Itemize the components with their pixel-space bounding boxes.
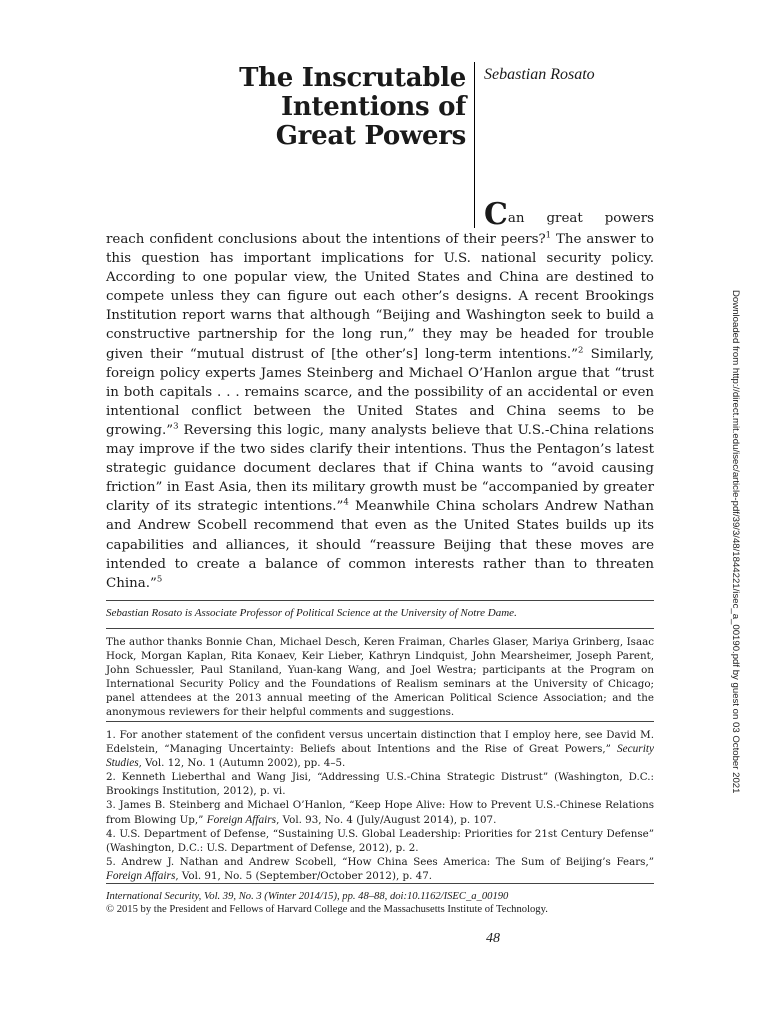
- copyright-notice: © 2015 by the President and Fellows of Harvard College and the Massachusetts Institute of Technology.: [106, 904, 548, 916]
- footnote-mark[interactable]: 2: [578, 345, 584, 356]
- body-text-segment: The answer to this question has important implications for U.S. national security policy. According to one popular view, the United States and China are destined to compete unless they can figure out each other’s designs. A recent Brookings Institution report warns that although “Beijing and Washington seek to build a constructive partnership for the long run,” they may be headed for trouble given their “mutual distrust of [the other’s] long-term intentions.”: [106, 232, 654, 362]
- body-text-segment: Reversing this logic, many analysts believe that U.S.-China relations may improve if the two sides clarify their intentions. Thus the Pentagon’s latest strategic guidance document declares that if China wants to “avoid causing friction” in East Asia, then its military growth must be “accompanied by greater clarity of its strategic intentions.”: [106, 422, 654, 515]
- footnote: 4. U.S. Department of Defense, “Sustaining U.S. Global Leadership: Priorities for 21st Century Defense” (Washington, D.C.: U.S. Department of Defense, 2012), p. 2.: [106, 827, 654, 854]
- title-line: Intentions of: [281, 92, 466, 122]
- title-line: Great Powers: [275, 121, 466, 151]
- footer-rule: [106, 883, 654, 884]
- drop-cap: C: [484, 197, 508, 232]
- footnote: 5. Andrew J. Nathan and Andrew Scobell, “How China Sees America: The Sum of Beijing’s Fears,” Foreign Affairs, Vol. 91, No. 5 (September/October 2012), p. 47.: [106, 855, 654, 882]
- article-title: [166, 64, 466, 151]
- journal-citation: International Security, Vol. 39, No. 3 (Winter 2014/15), pp. 48–88, doi:10.1162/ISEC_a_00190: [106, 891, 509, 902]
- ack-rule: [106, 628, 654, 629]
- footnote-mark[interactable]: 5: [156, 574, 163, 585]
- footnotes: [106, 728, 654, 883]
- bio-rule: [106, 600, 654, 601]
- opening-words: an great powers: [507, 211, 654, 226]
- footnote-mark[interactable]: 4: [343, 497, 349, 508]
- download-watermark: Downloaded from http://direct.mit.edu/isec/article-pdf/39/3/48/1844221/isec_a_00190.pdf by guest on 03 October 2021: [730, 290, 741, 794]
- journal-footer: [106, 890, 654, 916]
- body-text-segment: reach confident conclusions about the intentions of their peers?: [106, 232, 546, 247]
- body-text-segment: Meanwhile China scholars Andrew Nathan and Andrew Scobell recommend that even as the United States builds up its capabilities and alliances, it should “reassure Beijing that these moves are intended to create a balance of common interests rather than to threaten China.”: [106, 499, 654, 591]
- footnote: 2. Kenneth Lieberthal and Wang Jisi, “Addressing U.S.-China Strategic Distrust” (Washington, D.C.: Brookings Institution, 2012), p. vi.: [106, 771, 654, 798]
- page-number: 48: [486, 931, 500, 946]
- title-line: The Inscrutable: [239, 63, 466, 93]
- author-name: Sebastian Rosato: [484, 66, 595, 83]
- first-line: [106, 197, 654, 232]
- footnotes-rule: [106, 721, 654, 722]
- footnote-mark[interactable]: 1: [545, 230, 552, 241]
- footnote-mark[interactable]: 3: [173, 421, 179, 432]
- footnote: 3. James B. Steinberg and Michael O’Hanlon, “Keep Hope Alive: How to Prevent U.S.-Chinese Relations from Blowing Up,” Foreign Affairs, Vol. 93, No. 4 (July/August 2014), p. 107.: [106, 799, 654, 826]
- author-bio: Sebastian Rosato is Associate Professor of Political Science at the University of Notre Dame.: [106, 607, 517, 619]
- body-text-segment: Similarly, foreign policy experts James Steinberg and Michael O’Hanlon argue that “trust in both capitals . . . remains scarce, and the possibility of an accidental or even intentional conflict between the United States and China seems to be growing.”: [106, 346, 654, 438]
- body-paragraph: [106, 197, 654, 593]
- footnote: 1. For another statement of the confident versus uncertain distinction that I employ here, see David M. Edelstein, “Managing Uncertainty: Beliefs about Intentions and the Rise of Great Powers,” Security Studies, Vol. 12, No. 1 (Autumn 2002), pp. 4–5.: [106, 729, 654, 770]
- acknowledgments: The author thanks Bonnie Chan, Michael Desch, Keren Fraiman, Charles Glaser, Mariya Grinberg, Isaac Hock, Morgan Kaplan, Rita Konaev, Keir Lieber, Kathryn Lindquist, John Mearsheimer, Joseph Parent, John Schuessler, Paul Staniland, Yuan-kang Wang, and Joel Westra; participants at the Program on International Security Policy and the Foundations of Realism seminars at the University of Chicago; panel attendees at the 2013 annual meeting of the American Political Science Association; and the anonymous reviewers for their helpful comments and suggestions.: [106, 636, 654, 719]
